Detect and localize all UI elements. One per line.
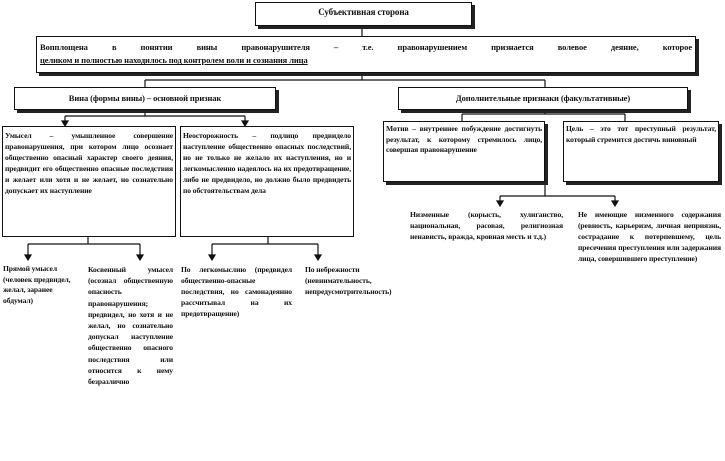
guilt-forms-header: Вина (формы вины) – основной признак: [68, 93, 222, 103]
definition-line-2: целиком и полностью находилось под контролем воли и сознания лица: [40, 55, 308, 65]
direct-intent-text: Прямой умысел (человек предвидел, желал, заранее обдумал): [3, 264, 71, 305]
carelessness-text: По небрежности (невнимательность, непредусмотрительность): [305, 265, 392, 296]
indirect-intent-text: Косвенный умысел (осознал общественную опасность правонарушения; предвидел, но хотя и не желал, но сознательно допускал наступление общественно опасного последствия или относится к нему безразлично: [88, 265, 173, 387]
motive-text: Мотив – внутреннее побуждение достигнуть результат, к которому стремилось лицо, совершая правонарушение: [386, 124, 542, 154]
frivolity-text: По легкомыслию (предвидел общественно-опасные последствия, но самонадеянно рассчитывал на их предотвращение): [181, 265, 292, 318]
diagram-title: Субъективная сторона: [318, 7, 409, 17]
non-base-motives-text: Не имеющие низменного содержания (ревность, карьеризм, личная неприязнь, сострадание к потерпевшему, цель пресечения преступления или задержания лица, совершившего преступление): [578, 210, 721, 263]
base-motives-text: Низменные (корысть, хулиганство, национальная, расовая, религиозная ненависть, вражда, кровная месть и т.д.): [410, 210, 563, 241]
goal-text: Цель – это тот преступный результат, который стремится достичь виновный: [566, 124, 716, 144]
definition-line-1: Вопплощена в понятии вины правонарушителя – т.е. правонарушением признается волевое деяние, которое: [40, 42, 692, 52]
additional-signs-header: Дополнительные признаки (факультативные): [455, 93, 631, 103]
negligence-text: Неосторожность – подлицо предвидело наступление общественно опасных последствий, но не только не желало их наступления, но и легкомысленно надеялось на их предотвращение, либо не предвидело, но должно было предвидеть по обстоятельствам дела: [183, 131, 351, 195]
intent-text: Умысел – умышленное совершение правонарушения, при котором лицо осознает общественно опасный характер своего деяния, предвидит его общественно опасные последствия и желает или хотя и не желает, но сознательно допускает их наступление: [5, 131, 173, 195]
